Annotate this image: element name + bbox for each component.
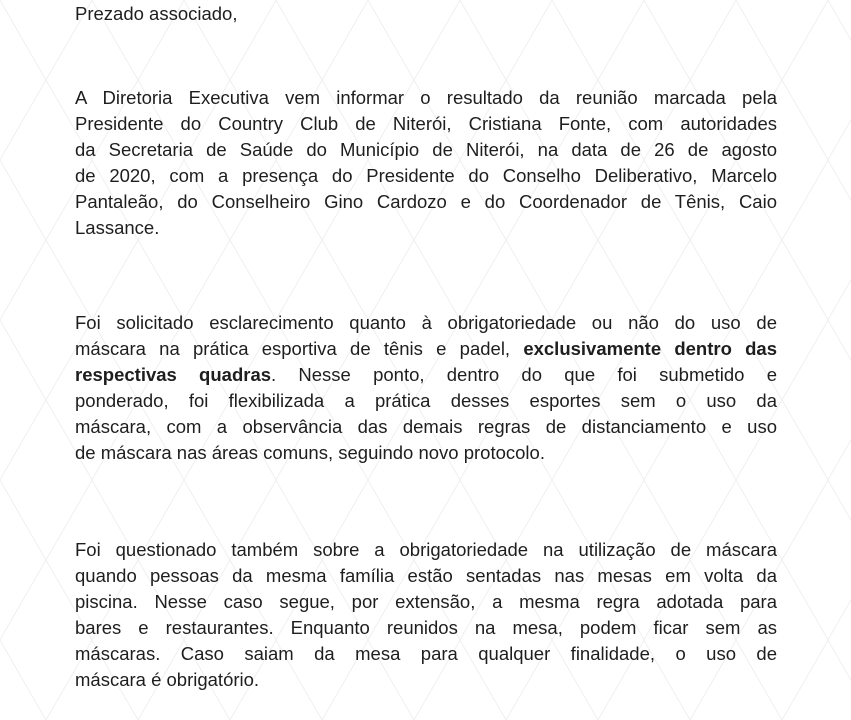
paragraph-line: quando pessoas da mesma família estão sentadas nas mesas em volta da <box>75 565 777 586</box>
paragraph-line <box>75 362 777 388</box>
paragraph-mask-pool <box>75 537 777 693</box>
paragraph-text: máscara na prática esportiva de tênis e padel, <box>75 338 524 359</box>
paragraph-line: Presidente do Country Club de Niterói, Cristiana Fonte, com autoridades <box>75 113 777 134</box>
paragraph-line: Foi solicitado esclarecimento quanto à obrigatoriedade ou não do uso de <box>75 312 777 333</box>
paragraph-line: ponderado, foi flexibilizada a prática desses esportes sem o uso da <box>75 390 777 411</box>
paragraph-line: piscina. Nesse caso segue, por extensão, a mesma regra adotada para <box>75 591 777 612</box>
paragraph-line: de máscara nas áreas comuns, seguindo novo protocolo. <box>75 442 545 463</box>
emphasis-text: exclusivamente dentro das <box>523 338 778 359</box>
paragraph-line: Lassance. <box>75 217 160 238</box>
paragraph-line: A Diretoria Executiva vem informar o resultado da reunião marcada pela <box>75 87 777 108</box>
paragraph-line: da Secretaria de Saúde do Município de Niterói, na data de 26 de agosto <box>75 139 777 160</box>
greeting: Prezado associado, <box>75 3 238 24</box>
paragraph-text: . Nesse ponto, dentro do que foi submetido e <box>271 364 777 385</box>
paragraph-line: máscara, com a observância das demais regras de distanciamento e uso <box>75 416 777 437</box>
paragraph-line: Pantaleão, do Conselheiro Gino Cardozo e do Coordenador de Tênis, Caio <box>75 191 777 212</box>
paragraph-meeting-result <box>75 85 777 241</box>
paragraph-mask-sports <box>75 310 777 466</box>
paragraph-line: máscaras. Caso saiam da mesa para qualquer finalidade, o uso de <box>75 643 777 664</box>
paragraph-line: máscara é obrigatório. <box>75 669 260 690</box>
paragraph-line: de 2020, com a presença do Presidente do Conselho Deliberativo, Marcelo <box>75 165 777 186</box>
paragraph-line <box>75 336 777 362</box>
paragraph-line: Foi questionado também sobre a obrigatoriedade na utilização de máscara <box>75 539 777 560</box>
paragraph-line: bares e restaurantes. Enquanto reunidos na mesa, podem ficar sem as <box>75 617 777 638</box>
emphasis-text: respectivas quadras <box>75 364 272 385</box>
